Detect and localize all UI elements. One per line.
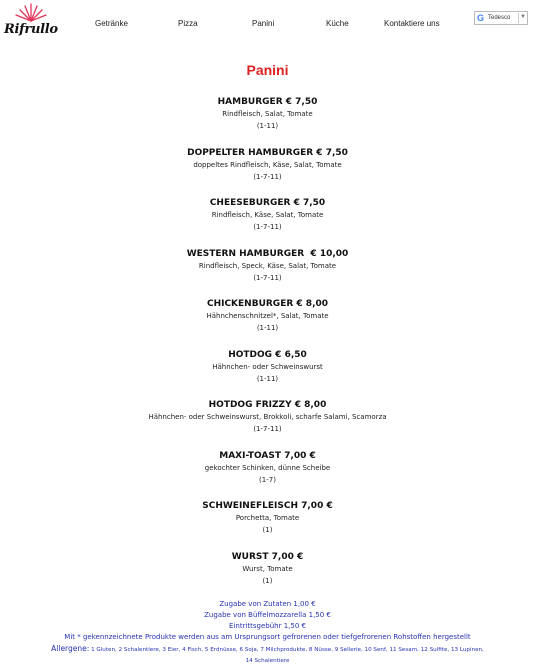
menu-item-allergens: (1-7-11) xyxy=(253,273,282,282)
extra-ingredients-note: Zugabe von Zutaten 1,00 € xyxy=(219,600,316,608)
sunburst-icon xyxy=(14,2,48,22)
menu-item xyxy=(0,349,535,400)
menu-item xyxy=(0,500,535,551)
site-header xyxy=(0,0,535,52)
menu-item-description: gekochter Schinken, dünne Scheibe xyxy=(204,463,331,472)
allergens-legend xyxy=(0,643,535,656)
nav-item-kuche[interactable]: Küche xyxy=(326,19,349,28)
menu-item-allergens: (1-7) xyxy=(259,475,276,484)
language-selector[interactable] xyxy=(474,11,528,25)
menu-item-name: SCHWEINEFLEISCH 7,00 € xyxy=(202,501,333,511)
allergens-list-tail: 14 Schalentiere xyxy=(245,658,290,664)
menu-item-description: Wurst, Tomate xyxy=(242,564,293,573)
menu-item-description: Rindfleisch, Speck, Käse, Salat, Tomate xyxy=(198,261,337,270)
nav-item-kontakt[interactable]: Kontaktiere uns xyxy=(384,19,440,28)
menu-item xyxy=(0,197,535,248)
menu-item xyxy=(0,551,535,602)
menu-item-description: doppeltes Rindfleisch, Käse, Salat, Tomate xyxy=(193,160,342,169)
menu-item-allergens: (1) xyxy=(262,526,273,534)
menu-item-allergens: (1-7-11) xyxy=(253,425,282,433)
menu-item xyxy=(0,298,535,349)
entry-fee-note: Eintrittsgebühr 1,50 € xyxy=(229,622,306,630)
menu-item-name: HOTDOG € 6,50 xyxy=(228,349,307,360)
menu-item-description: Hähnchen- oder Schweinswurst, Brokkoli, scharfe Salami, Scamorza xyxy=(148,413,387,421)
menu-item-allergens: (1-11) xyxy=(256,324,279,332)
frozen-products-note: Mit * gekennzeichnete Produkte werden aus am Ursprungsort gefrorenen oder tiefgefrorenen Rohstoffen hergestellt xyxy=(64,633,471,641)
nav-item-pizza[interactable]: Pizza xyxy=(178,19,198,28)
menu-item-allergens: (1-11) xyxy=(256,122,279,130)
menu-item-allergens: (1-7-11) xyxy=(253,172,282,181)
menu-item-name: CHICKENBURGER € 8,00 xyxy=(206,299,329,309)
menu-item-description: Hähnchenschnitzel*, Salat, Tomate xyxy=(206,312,329,320)
menu-item-description: Rindfleisch, Salat, Tomate xyxy=(222,110,313,118)
menu-item-name: WESTERN HAMBURGER € 10,00 xyxy=(186,248,349,259)
menu-item-description: Porchetta, Tomate xyxy=(235,514,300,522)
nav-item-panini[interactable]: Panini xyxy=(252,19,275,28)
buffalo-mozzarella-note: Zugabe von Büffelmozzarella 1,50 € xyxy=(204,611,331,619)
menu-item-name: MAXI-TOAST 7,00 € xyxy=(219,450,316,461)
google-g-icon: G xyxy=(477,13,485,23)
menu-item xyxy=(0,147,535,198)
menu-item-name: HOTDOG FRIZZY € 8,00 xyxy=(208,400,327,410)
language-label: Tedesco xyxy=(488,15,511,21)
menu-item xyxy=(0,450,535,501)
menu-item-allergens: (1-7-11) xyxy=(253,223,282,231)
brand-logo[interactable] xyxy=(4,2,60,48)
selector-divider xyxy=(518,13,519,23)
menu-item-name: WURST 7,00 € xyxy=(231,551,304,562)
menu-item-name: CHEESEBURGER € 7,50 xyxy=(209,198,326,208)
menu-list xyxy=(0,96,535,601)
allergens-label: Allergene: xyxy=(51,644,90,653)
page-title: Panini xyxy=(246,62,289,78)
brand-name: Rifrullo xyxy=(4,22,58,37)
menu-item-name: DOPPELTER HAMBURGER € 7,50 xyxy=(187,147,348,158)
chevron-down-icon[interactable]: ▼ xyxy=(520,14,526,20)
menu-item-description: Hähnchen- oder Schweinswurst xyxy=(212,362,323,371)
menu-footer xyxy=(0,599,535,667)
allergens-list: 1 Gluten, 2 Schalentiere, 3 Eier, 4 Fisch, 5 Erdnüsse, 6 Soja, 7 Milchprodukte, 8 Nüsse, 9 Sellerie, 10 Senf, 11 Sesam, 12 Sulfite, 13 Lupinen, xyxy=(91,647,484,653)
menu-item-allergens: (1) xyxy=(262,576,273,585)
menu-item-description: Rindfleisch, Käse, Salat, Tomate xyxy=(211,211,324,219)
menu-item-allergens: (1-11) xyxy=(256,374,279,383)
menu-item xyxy=(0,399,535,450)
menu-item xyxy=(0,96,535,147)
nav-item-getranke[interactable]: Getränke xyxy=(95,19,128,28)
menu-item-name: HAMBURGER € 7,50 xyxy=(217,97,318,107)
menu-item xyxy=(0,248,535,299)
